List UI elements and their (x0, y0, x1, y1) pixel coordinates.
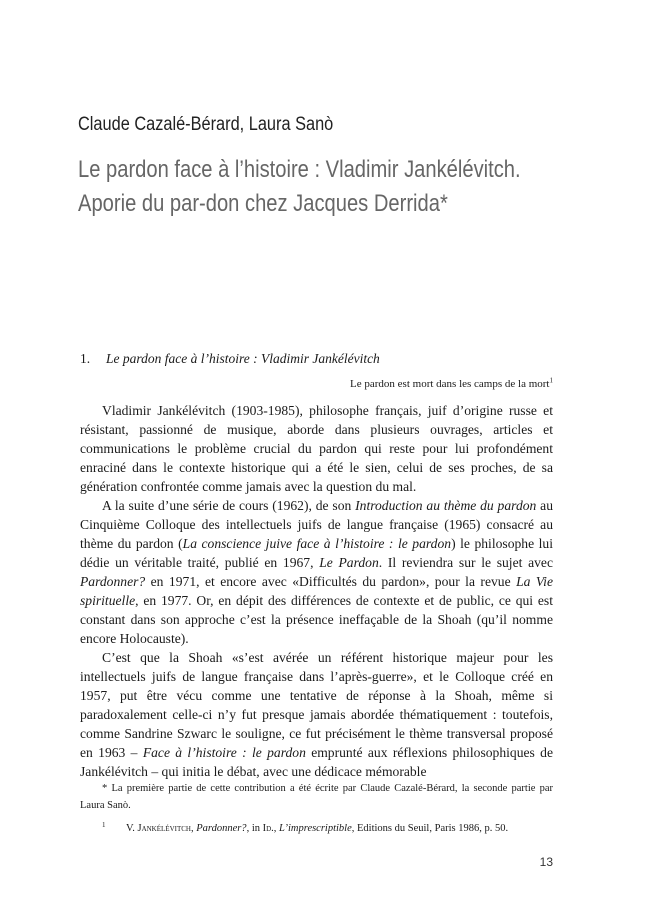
chapter-title-line-2: Aporie du par-don chez Jacques Derrida* (78, 190, 448, 217)
paragraph-1: Vladimir Jankélévitch (1903-1985), philosophe français, juif d’origine russe et résistant, passionné de musique, aborde dans plusieurs ouvrages, articles et communications le problème crucial du pardon qui reste pour lui profondément enraciné dans le contexte historique qui a été le sien, celui de ses proches, de sa génération confrontée comme jamais avec la question du mal. (80, 403, 553, 494)
chapter-authors: Claude Cazalé-Bérard, Laura Sanò (78, 114, 334, 135)
chapter-title-line-1: Le pardon face à l’histoire : Vladimir Jankélévitch. (78, 156, 521, 183)
footnote-1: 1 V. Jankélévitch, Pardonner?, in Id., L’imprescriptible, Editions du Seuil, Paris 1986, p. 50. (102, 820, 509, 834)
footnotes (80, 780, 553, 843)
footnote-ref-1: 1 (549, 376, 553, 385)
section-heading (80, 351, 380, 367)
chapter-title (78, 153, 521, 221)
section-title: Le pardon face à l’histoire : Vladimir Jankélévitch (106, 351, 380, 366)
footnote-asterisk: * La première partie de cette contribution a été écrite par Claude Cazalé-Bérard, la seconde partie par Laura Sanò. (80, 783, 553, 811)
paragraph-3: C’est que la Shoah «s’est avérée un référent historique majeur pour les intellectuels juifs de langue française dans l’après-guerre», et le Colloque créé en 1957, put être vécu comme une tentative de réponse à la Shoah, même si paradoxalement celle-ci n’y fut presque jamais abordée thématiquement : toutefois, comme Sandrine Szwarc le souligne, ce fut précisément le thème transversal proposé en 1963 – Face à l’histoire : le pardon emprunté aux réflexions philosophiques de Jankélévitch – qui initia le débat, avec une dédicace mémorable (80, 650, 553, 779)
section-number: 1. (80, 351, 91, 366)
epigraph (350, 378, 553, 390)
body-text (80, 401, 553, 781)
epigraph-text: Le pardon est mort dans les camps de la mort (350, 378, 550, 390)
paragraph-2: A la suite d’une série de cours (1962), de son Introduction au thème du pardon au Cinquième Colloque des intellectuels juifs de langue française (1965) consacré au thème du pardon (La conscience juive face à l’histoire : le pardon) le philosophe lui dédie un véritable traité, publié en 1967, Le Pardon. Il reviendra sur le sujet avec Pardonner? en 1971, et encore avec «Difficultés du pardon», pour la revue La Vie spirituelle, en 1977. Or, en dépit des différences de contexte et de public, ce qui est constant dans son approche c’est la présence ineffaçable de la Shoah (qu’il nomme encore Holocauste). (80, 498, 554, 646)
page-number: 13 (539, 855, 553, 869)
